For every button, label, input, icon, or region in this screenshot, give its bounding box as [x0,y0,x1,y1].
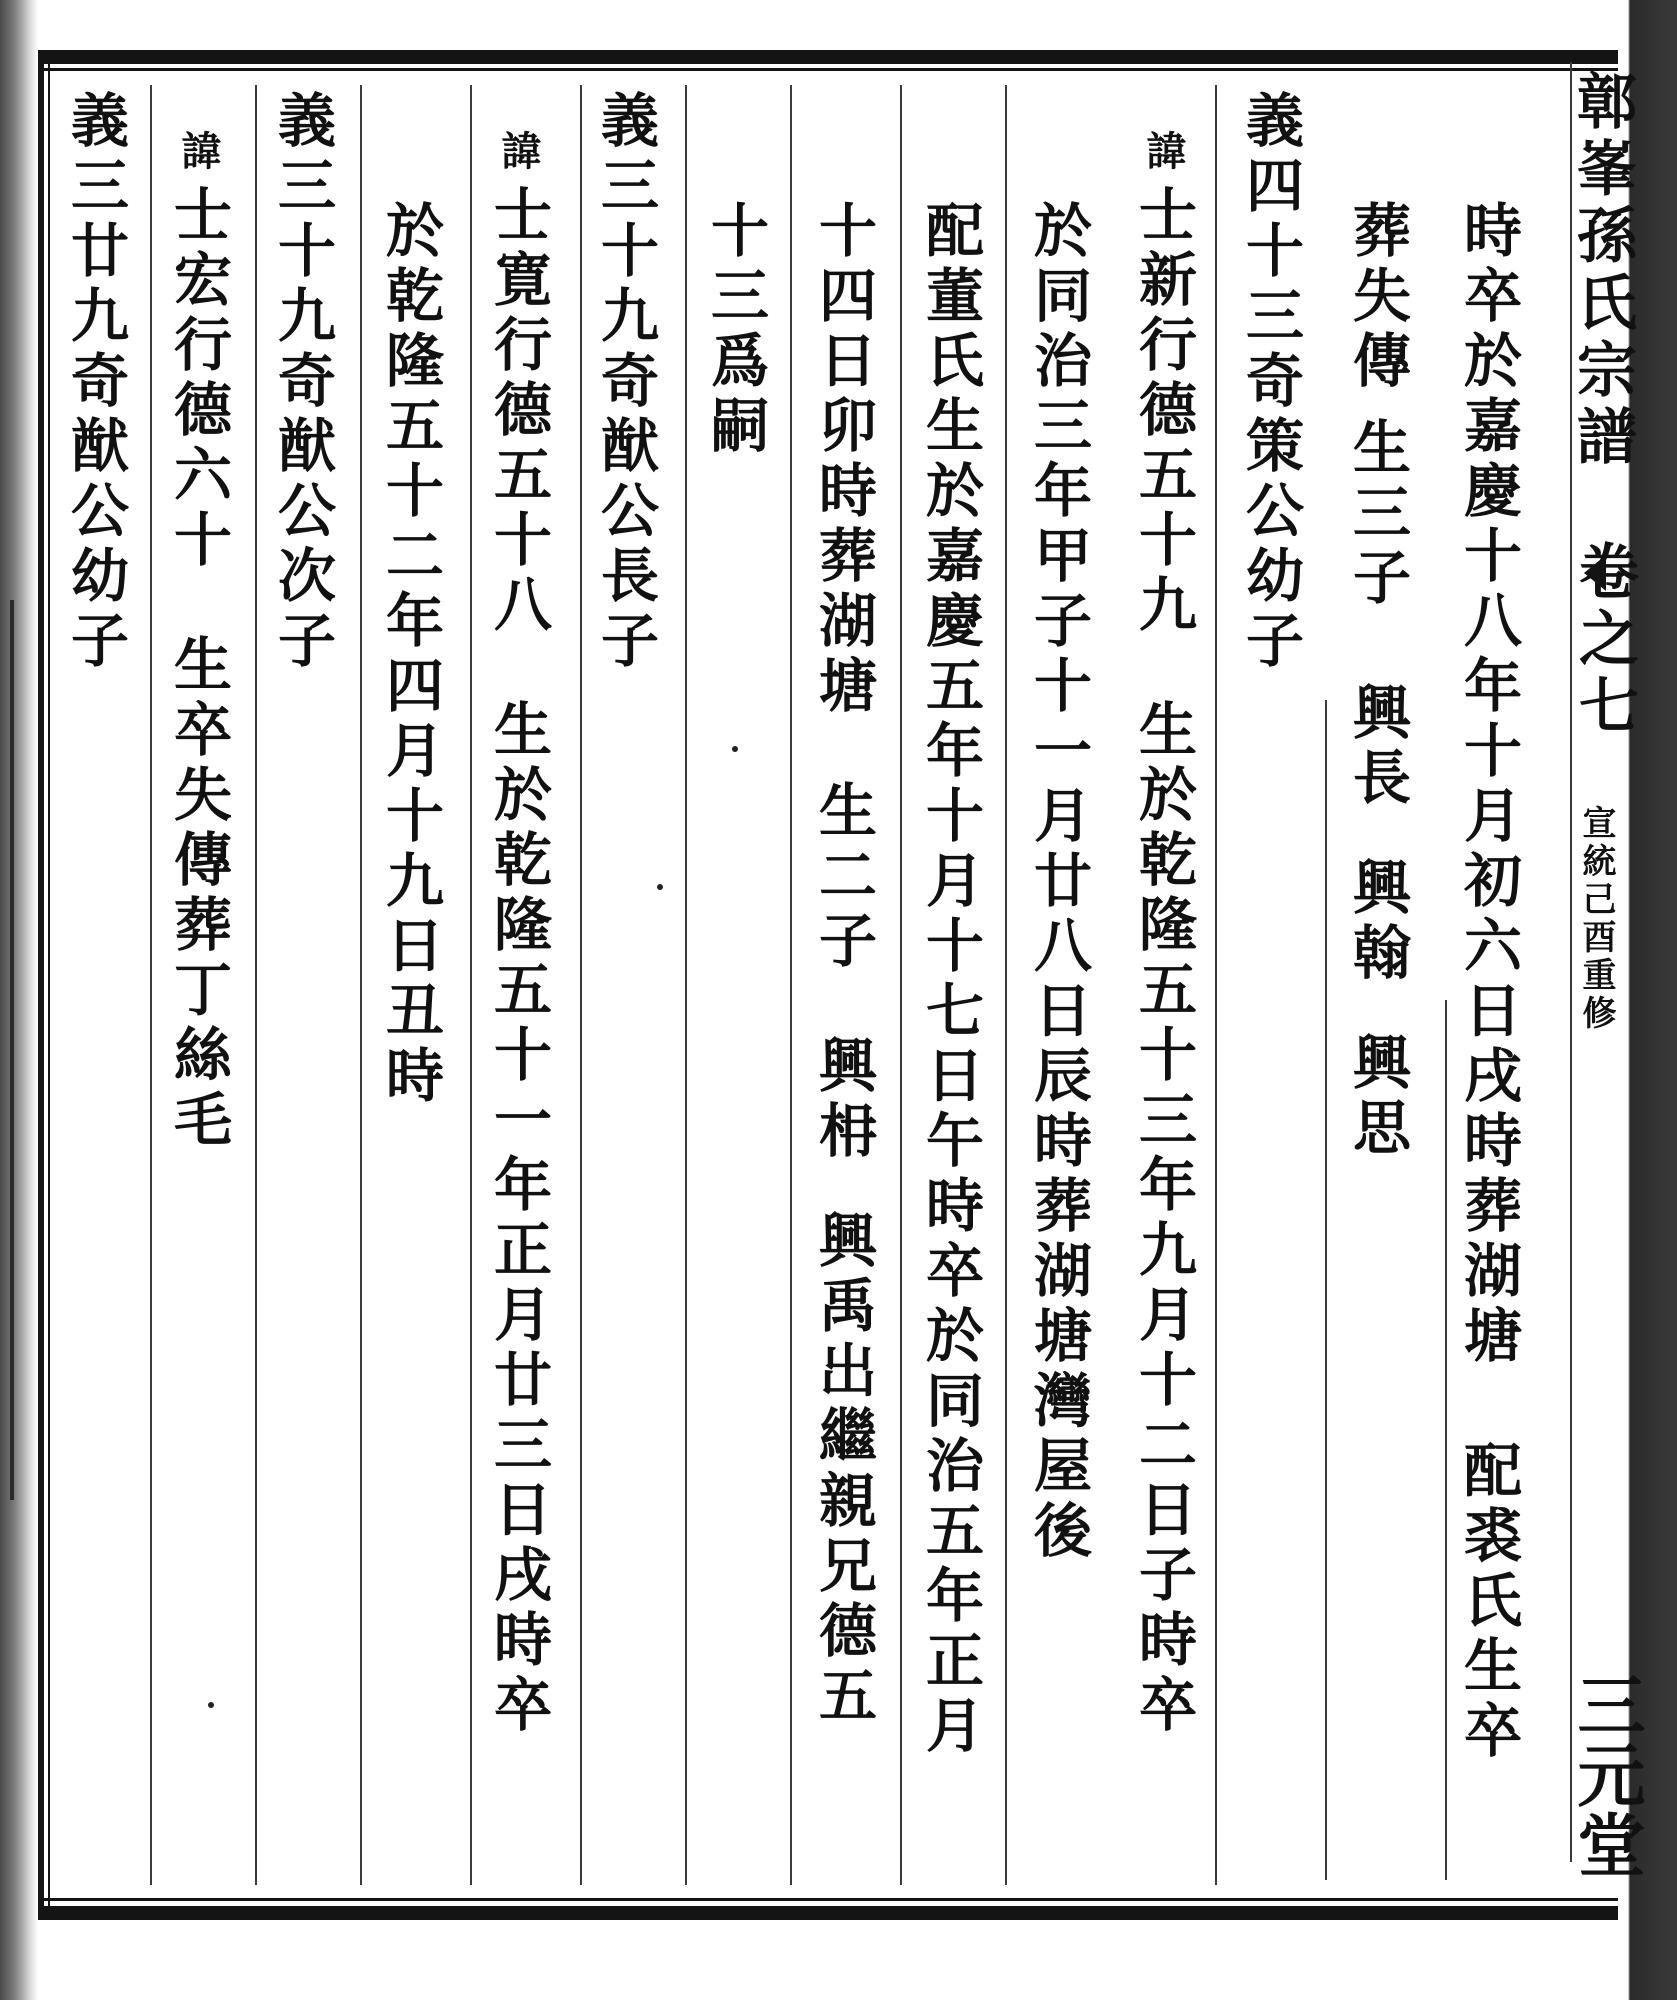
text-column [695,200,775,460]
binding-edge-left [0,0,38,2000]
column-rule [150,85,152,1885]
frame-left-inner-border [48,50,50,1920]
column-rule [790,85,792,1885]
text-column [55,90,135,675]
text-segment: 諱 [175,130,222,174]
column-rule [1325,700,1327,1880]
text-segment: 配裘氏生卒 [1454,1440,1522,1765]
text-column [370,200,450,1110]
text-column [1337,200,1417,1162]
frame-bottom-inner-border [38,1898,1618,1901]
frame-left-border [38,50,44,1920]
text-segment: 興長 [1343,682,1411,812]
text-segment: 生三子 [1343,417,1411,612]
column-rule [360,85,362,1885]
text-segment: 義三十九奇猷公長子 [591,90,659,675]
text-segment: 十三爲嗣 [701,200,769,460]
text-segment: 生於乾隆五十一年正月廿三日戌時卒 [484,699,552,1739]
column-rule [470,85,472,1885]
column-rule [685,85,687,1885]
spine-edition: 宣統己酉重修 [1576,805,1616,1033]
spine-volume: 卷之七 [1569,540,1639,741]
text-column [1123,130,1203,1739]
text-segment: 義三十九奇猷公次子 [268,90,336,675]
spine-fishtail-mark [1584,555,1606,591]
column-rule [255,85,257,1885]
spine [1566,70,1646,1930]
text-segment: 義四十三奇策公幼子 [1236,90,1304,675]
text-segment: 士寛行德五十八 [484,184,552,639]
text-column [1018,200,1098,1565]
text-segment: 興翰 [1343,857,1411,987]
text-segment: 生卒失傳葬丁絲毛 [164,634,232,1154]
print-speck [208,1702,214,1708]
text-segment: 生於乾隆五十三年九月十二日子時卒 [1129,699,1197,1739]
text-segment: 於同治三年甲子十一月廿八日辰時葬湖塘灣屋後 [1024,200,1092,1565]
text-segment: 興思 [1343,1032,1411,1162]
text-segment: 諱 [1140,130,1187,174]
text-segment: 時卒於嘉慶十八年十月初六日戌時葬湖塘 [1454,200,1522,1370]
text-segment: 興禹出繼親兄德五 [809,1210,877,1730]
spine-hall-name: 三元堂 [1566,1670,1646,1880]
text-segment: 諱 [495,130,542,174]
text-column [1448,200,1528,1765]
column-rule [900,85,902,1885]
text-segment: 士新行德五十九 [1129,184,1197,639]
print-speck [657,884,663,890]
frame-top-border [38,50,1618,64]
print-speck [732,746,738,752]
text-column [910,200,990,1760]
column-rule [1005,85,1007,1885]
frame-top-inner-border [38,68,1618,71]
frame-bottom-border [38,1906,1618,1920]
text-segment: 士宏行德六十 [164,184,232,574]
text-column [262,90,342,675]
text-segment: 生二子 [809,780,877,975]
text-segment: 義三廿九奇猷公幼子 [61,90,129,675]
text-column [585,90,665,675]
binding-shadow [10,600,14,1500]
text-segment: 於乾隆五十二年四月十九日丑時 [376,200,444,1110]
column-rule [1445,1000,1447,1880]
text-column [1230,90,1310,675]
column-rule [1215,85,1217,1885]
text-column [478,130,558,1739]
spine-title: 鄣峯孫氏宗譜 [1567,70,1637,472]
text-segment: 興枏 [809,1035,877,1165]
text-segment: 配董氏生於嘉慶五年十月十七日午時卒於同治五年正月 [916,200,984,1760]
column-rule [580,85,582,1885]
text-segment: 十四日卯時葬湖塘 [809,200,877,720]
text-segment: 葬失傳 [1343,200,1411,395]
text-column [158,130,238,1154]
text-column [803,200,883,1730]
